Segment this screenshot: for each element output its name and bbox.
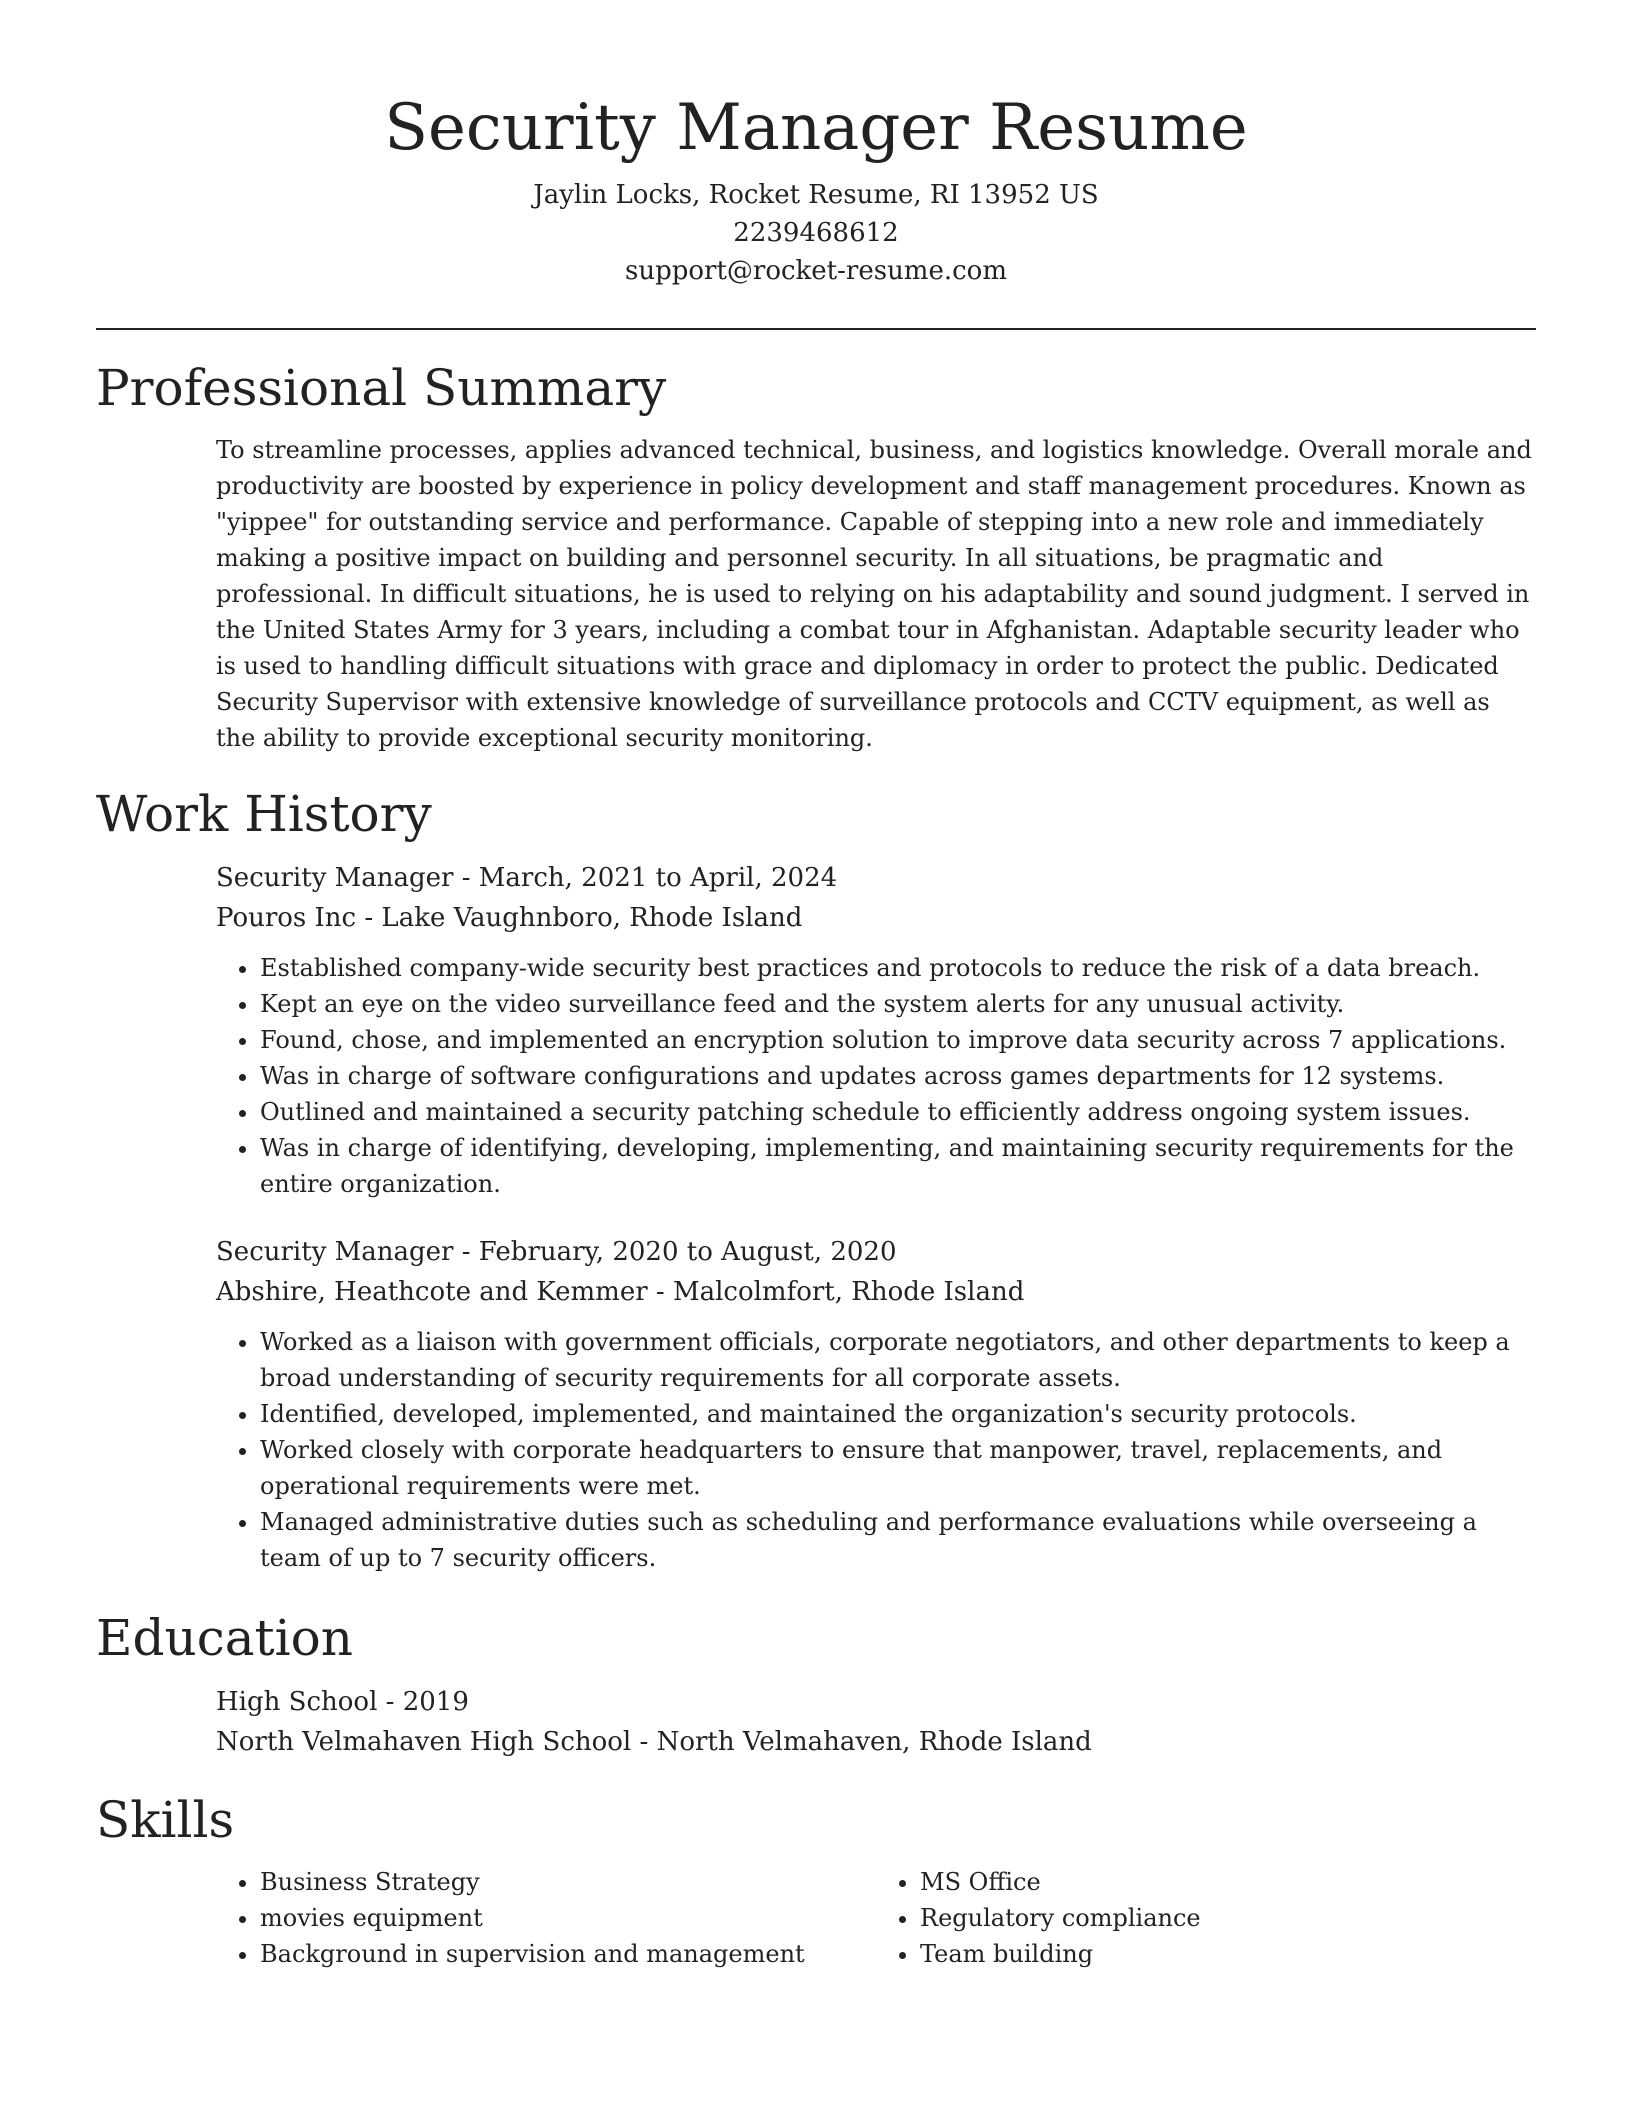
resume-header <box>96 80 1536 290</box>
summary-section <box>96 356 1536 756</box>
header-divider <box>96 328 1536 330</box>
summary-body <box>216 432 1536 756</box>
education-degree: High School <box>216 1687 378 1717</box>
job-company-line <box>216 898 1536 938</box>
job-bullets <box>216 1324 1536 1576</box>
work-history-body <box>216 858 1536 1576</box>
education-location: - North Velmahaven, Rhode Island <box>631 1727 1092 1757</box>
job-title: Security Manager <box>216 863 454 893</box>
job-location: - Malcolmfort, Rhode Island <box>647 1277 1025 1307</box>
skills-column-right <box>876 1864 1536 1972</box>
skill-item: • Background in supervision and management <box>260 1936 876 1972</box>
job-bullet: • Managed administrative duties such as scheduling and performance evaluations while overseeing a team of up to 7 security officers. <box>260 1504 1536 1576</box>
education-school-line <box>216 1722 1536 1762</box>
education-school: North Velmahaven High School <box>216 1727 632 1757</box>
education-body <box>216 1682 1536 1762</box>
skill-item: • Regulatory compliance <box>920 1900 1536 1936</box>
job-bullet: • Outlined and maintained a security patching schedule to efficiently address ongoing system issues. <box>260 1094 1536 1130</box>
work-history-heading: Work History <box>96 785 432 843</box>
job-bullet: • Worked closely with corporate headquarters to ensure that manpower, travel, replacements, and operational requirements were met. <box>260 1432 1536 1504</box>
education-year: - 2019 <box>377 1687 469 1717</box>
job-title-line <box>216 1232 1536 1272</box>
education-heading: Education <box>96 1609 353 1667</box>
job-bullet: • Worked as a liaison with government officials, corporate negotiators, and other departments to keep a broad understanding of security requirements for all corporate assets. <box>260 1324 1536 1396</box>
job-company: Pouros Inc <box>216 903 357 933</box>
job-company: Abshire, Heathcote and Kemmer <box>216 1277 648 1307</box>
skills-column-left <box>216 1864 876 1972</box>
job-bullet: • Found, chose, and implemented an encryption solution to improve data security across 7 applications. <box>260 1022 1536 1058</box>
work-history-section <box>96 782 1536 1576</box>
skill-item: • Business Strategy <box>260 1864 876 1900</box>
job-dates: - February, 2020 to August, 2020 <box>453 1237 897 1267</box>
job-dates: - March, 2021 to April, 2024 <box>453 863 838 893</box>
education-degree-line <box>216 1682 1536 1722</box>
job-bullet: • Identified, developed, implemented, and maintained the organization's security protocols. <box>260 1396 1536 1432</box>
contact-address: Jaylin Locks, Rocket Resume, RI 13952 US <box>533 180 1099 210</box>
job-title-line <box>216 858 1536 898</box>
skill-item: • MS Office <box>920 1864 1536 1900</box>
job-entry <box>216 858 1536 1202</box>
job-bullet: • Was in charge of software configurations and updates across games departments for 12 systems. <box>260 1058 1536 1094</box>
skill-item: • movies equipment <box>260 1900 876 1936</box>
contact-email: support@rocket-resume.com <box>624 256 1007 286</box>
education-section <box>96 1606 1536 1762</box>
job-company-line <box>216 1272 1536 1312</box>
job-location: - Lake Vaughnboro, Rhode Island <box>356 903 803 933</box>
skills-section <box>96 1788 1536 1972</box>
contact-phone: 2239468612 <box>733 218 899 248</box>
job-bullet: • Established company-wide security best practices and protocols to reduce the risk of a data breach. <box>260 950 1536 986</box>
job-title: Security Manager <box>216 1237 454 1267</box>
resume-title: Security Manager Resume <box>384 91 1248 165</box>
summary-text: To streamline processes, applies advanced technical, business, and logistics knowledge. Overall morale and productivity are boosted by experience in policy development and staff management procedures. Known as "yippee" for outstanding service and performance. Capable of stepping into a new role and immediately making a positive impact on building and personnel security. In all situations, be pragmatic and professional. In difficult situations, he is used to relying on his adaptability and sound judgment. I served in the United States Army for 3 years, including a combat tour in Afghanistan. Adaptable security leader who is used to handling difficult situations with grace and diplomacy in order to protect the public. Dedicated Security Supervisor with extensive knowledge of surveillance protocols and CCTV equipment, as well as the ability to provide exceptional security monitoring. <box>216 436 1532 752</box>
job-bullet: • Was in charge of identifying, developing, implementing, and maintaining security requirements for the entire organization. <box>260 1130 1536 1202</box>
job-bullet: • Kept an eye on the video surveillance feed and the system alerts for any unusual activity. <box>260 986 1536 1022</box>
skill-item: • Team building <box>920 1936 1536 1972</box>
skills-heading: Skills <box>96 1791 235 1849</box>
summary-heading: Professional Summary <box>96 359 667 417</box>
job-bullets <box>216 950 1536 1202</box>
skills-grid <box>216 1864 1536 1972</box>
job-entry <box>216 1232 1536 1576</box>
